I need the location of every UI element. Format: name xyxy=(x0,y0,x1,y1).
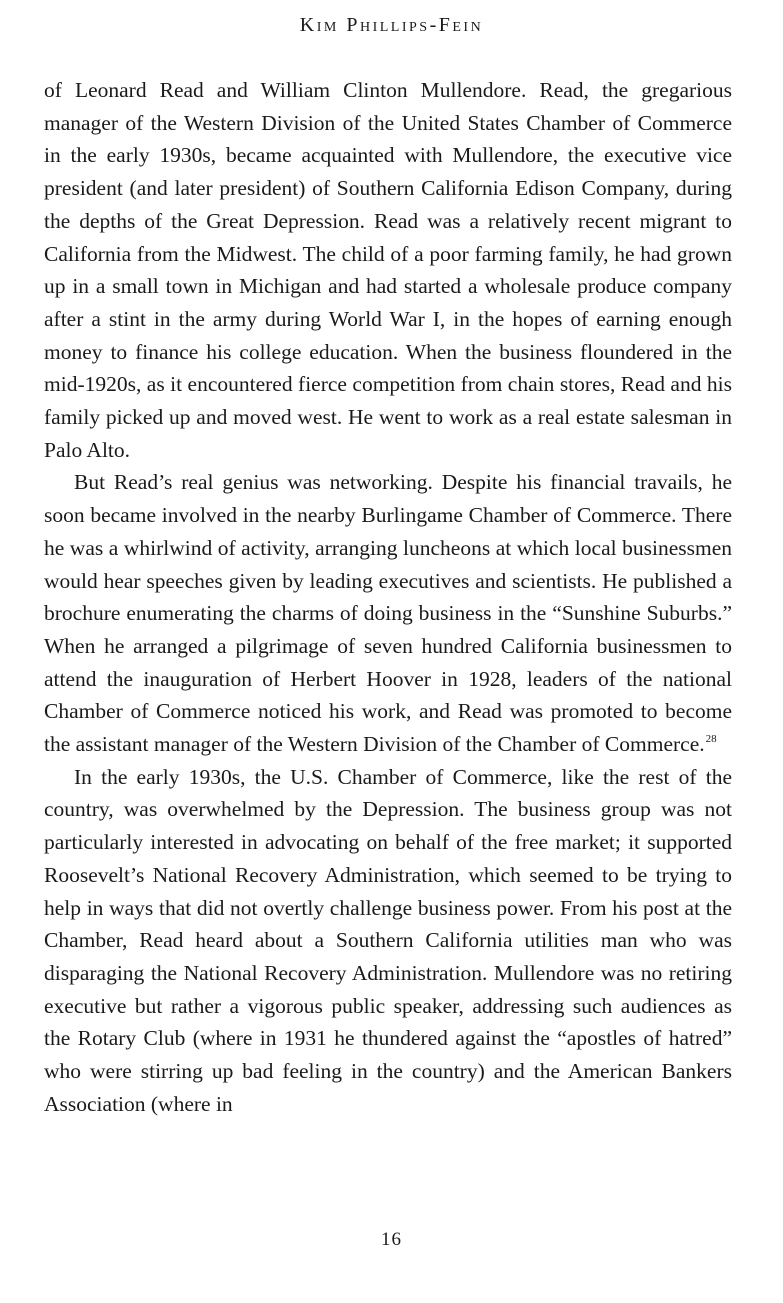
paragraph: In the early 1930s, the U.S. Chamber of Commerce, like the rest of the country, was overwhelmed by the Depression. The business group was not particularly interested in advocating on behalf of the free market; it supported Roosevelt’s National Recovery Administration, which seemed to be trying to help in ways that did not overtly challenge business power. From his post at the Chamber, Read heard about a Southern California utilities man who was disparaging the National Recovery Administration. Mullendore was no retiring executive but rather a vigorous public speaker, addressing such audiences as the Rotary Club (where in 1931 he thundered against the “apostles of hatred” who were stirring up bad feeling in the country) and the American Bankers Association (where in xyxy=(44,764,732,1116)
running-head: Kim Phillips-Fein xyxy=(299,14,484,36)
paragraph xyxy=(44,466,732,760)
paragraph: of Leonard Read and William Clinton Mullendore. Read, the gregarious manager of the Western Division of the United States Chamber of Commerce in the early 1930s, became acquainted with Mullendore, the executive vice president (and later president) of Southern California Edison Company, during the depths of the Great Depression. Read was a relatively recent migrant to California from the Midwest. The child of a poor farming family, he had grown up in a small town in Michigan and had started a wholesale produce company after a stint in the army during World War I, in the hopes of earning enough money to finance his college education. When the business floundered in the mid-1920s, as it encountered fierce competition from chain stores, Read and his family picked up and moved west. He went to work as a real estate salesman in Palo Alto. xyxy=(44,78,732,462)
page-number: 16 xyxy=(381,1229,402,1250)
body-text xyxy=(44,74,732,1121)
footnote-reference: 28 xyxy=(705,733,717,746)
paragraph-text: But Read’s real genius was networking. Despite his financial travails, he soon became involved in the nearby Burlingame Chamber of Commerce. There he was a whirlwind of activity, arranging luncheons at which local businessmen would hear speeches given by leading executives and scientists. He published a brochure enumerating the charms of doing business in the “Sunshine Suburbs.” When he arranged a pilgrimage of seven hundred California businessmen to attend the inauguration of Herbert Hoover in 1928, leaders of the national Chamber of Commerce noticed his work, and Read was promoted to become the assistant manager of the Western Division of the Chamber of Commerce. xyxy=(44,470,732,757)
